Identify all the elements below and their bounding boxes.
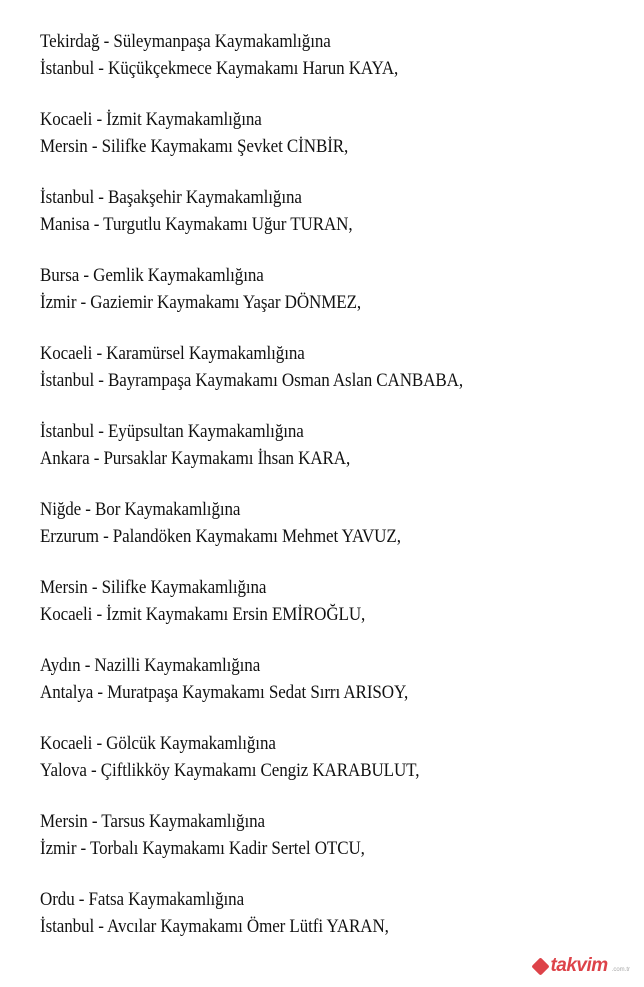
appointment-entry	[40, 653, 620, 731]
takvim-logo-icon	[532, 957, 550, 975]
destination-line: Bursa - Gemlik Kaymakamlığına	[40, 266, 264, 286]
appointee-line: İstanbul - Bayrampaşa Kaymakamı Osman Aslan CANBABA,	[40, 371, 464, 391]
destination-line: Kocaeli - Gölcük Kaymakamlığına	[40, 734, 276, 754]
appointee-line: İzmir - Gaziemir Kaymakamı Yaşar DÖNMEZ,	[40, 293, 362, 313]
appointment-entry	[40, 341, 620, 419]
appointment-entry	[40, 29, 620, 107]
destination-line: Niğde - Bor Kaymakamlığına	[40, 500, 241, 520]
appointment-list	[40, 29, 620, 965]
watermark-brand: takvim	[550, 955, 608, 976]
destination-line: Tekirdağ - Süleymanpaşa Kaymakamlığına	[40, 32, 331, 52]
destination-line: İstanbul - Eyüpsultan Kaymakamlığına	[40, 422, 304, 442]
destination-line: Mersin - Tarsus Kaymakamlığına	[40, 812, 265, 832]
appointee-line: Manisa - Turgutlu Kaymakamı Uğur TURAN,	[40, 215, 353, 235]
destination-line: Kocaeli - Karamürsel Kaymakamlığına	[40, 344, 305, 364]
appointee-line: İzmir - Torbalı Kaymakamı Kadir Sertel OTCU,	[40, 839, 365, 859]
takvim-watermark	[534, 955, 630, 977]
appointee-line: İstanbul - Küçükçekmece Kaymakamı Harun KAYA,	[40, 59, 399, 79]
appointment-entry	[40, 497, 620, 575]
appointee-line: Erzurum - Palandöken Kaymakamı Mehmet YAVUZ,	[40, 527, 401, 547]
appointment-entry	[40, 419, 620, 497]
appointee-line: Mersin - Silifke Kaymakamı Şevket CİNBİR,	[40, 137, 349, 157]
appointment-entry	[40, 185, 620, 263]
destination-line: İstanbul - Başakşehir Kaymakamlığına	[40, 188, 302, 208]
appointment-entry	[40, 575, 620, 653]
appointment-entry	[40, 107, 620, 185]
appointment-entry	[40, 263, 620, 341]
appointment-entry	[40, 731, 620, 809]
appointee-line: Kocaeli - İzmit Kaymakamı Ersin EMİROĞLU,	[40, 605, 366, 625]
appointment-entry	[40, 887, 620, 965]
watermark-domain: .com.tr	[611, 967, 630, 973]
destination-line: Mersin - Silifke Kaymakamlığına	[40, 578, 267, 598]
appointee-line: İstanbul - Avcılar Kaymakamı Ömer Lütfi YARAN,	[40, 917, 389, 937]
appointee-line: Ankara - Pursaklar Kaymakamı İhsan KARA,	[40, 449, 351, 469]
appointee-line: Antalya - Muratpaşa Kaymakamı Sedat Sırrı ARISOY,	[40, 683, 409, 703]
appointment-entry	[40, 809, 620, 887]
destination-line: Aydın - Nazilli Kaymakamlığına	[40, 656, 261, 676]
destination-line: Ordu - Fatsa Kaymakamlığına	[40, 890, 245, 910]
destination-line: Kocaeli - İzmit Kaymakamlığına	[40, 110, 262, 130]
appointee-line: Yalova - Çiftlikköy Kaymakamı Cengiz KARABULUT,	[40, 761, 420, 781]
